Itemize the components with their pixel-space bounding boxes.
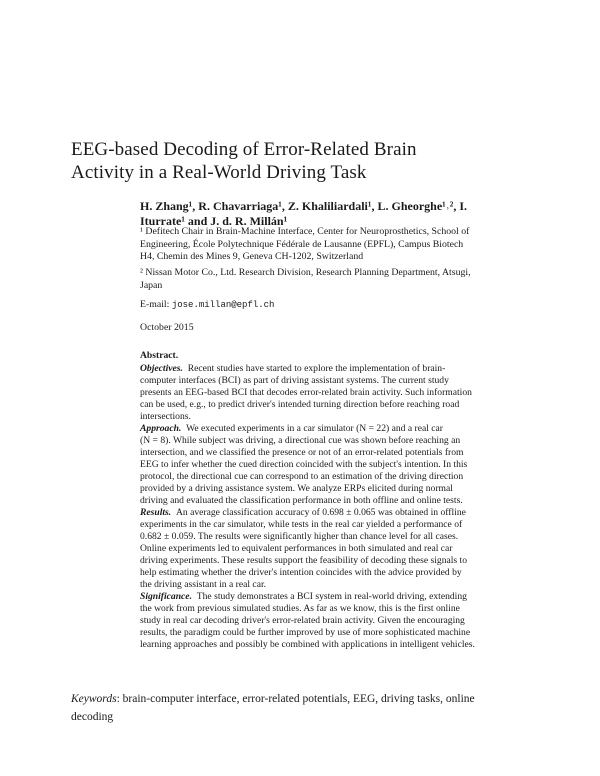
results-line: 0.682 ± 0.059. The results were significantly higher than chance level for all cases.	[140, 531, 459, 542]
objectives-label: Objectives.	[140, 363, 183, 374]
objectives-line: can be used, e.g., to predict driver's intended turning direction before reaching road	[140, 399, 460, 410]
email-label: E-mail:	[140, 299, 172, 310]
objectives-line: Recent studies have started to explore the implementation of brain-	[187, 363, 446, 374]
objectives-line: presents an EEG-based BCI that decodes error-related brain activity. Such information	[140, 387, 472, 398]
author-list	[140, 199, 520, 229]
abstract	[140, 350, 522, 651]
contact-email	[140, 299, 274, 310]
affiliation-2-line-2: Japan	[140, 279, 163, 291]
keywords-label: Keywords	[71, 693, 117, 705]
significance-line: study in real car decoding driver's error-related brain activity. Given the encouraging	[140, 615, 465, 626]
approach-line: provided by a driving assistance system. We analyze ERPs elicited during normal	[140, 483, 453, 494]
abstract-objectives	[140, 363, 522, 423]
approach-label: Approach.	[140, 423, 182, 434]
email-address[interactable]: jose.millan@epfl.ch	[171, 300, 275, 310]
results-line: driving experiments. These results support the feasibility of decoding these signals to	[140, 555, 468, 566]
affiliation-1-line-1: ¹ Defitech Chair in Brain-Machine Interface, Center for Neuroprosthetics, School of	[140, 226, 470, 237]
authors-line-2: Iturrate¹ and J. d. R. Millán¹	[140, 214, 288, 228]
objectives-line: intersections.	[140, 411, 191, 422]
abstract-approach	[140, 423, 522, 507]
affiliation-2	[140, 267, 520, 292]
approach-line: (N = 8). While subject was driving, a directional cue was shown before reaching an	[140, 435, 461, 446]
abstract-significance	[140, 591, 522, 651]
results-label: Results.	[140, 507, 172, 518]
significance-label: Significance.	[140, 591, 192, 602]
abstract-results	[140, 507, 522, 591]
results-line: help estimating whether the driver's intention coincides with the advice provided by	[140, 567, 462, 578]
approach-line: protocol, the directional cue can correspond to an estimation of the driving direction	[140, 471, 464, 482]
keywords-line-2: decoding	[71, 711, 114, 723]
approach-line: EEG to infer whether the cued direction coincided with the subject's intention. In this	[140, 459, 468, 470]
affiliation-1-line-3: H4, Chemin des Mines 9, Geneva CH-1202, Switzerland	[140, 251, 364, 263]
affiliation-1	[140, 226, 520, 264]
results-line: Online experiments led to equivalent performances in both simulated and real car	[140, 543, 453, 554]
title-line-1: EEG-based Decoding of Error-Related Brain	[71, 139, 417, 160]
objectives-line: computer interfaces (BCI) as part of driving assistant systems. The current study	[140, 375, 449, 386]
significance-line: learning approaches and possibly be combined with applications in intelligent vehicles.	[140, 639, 475, 650]
approach-line: We executed experiments in a car simulator (N = 22) and a real car	[186, 423, 443, 434]
keywords	[71, 690, 531, 726]
abstract-heading: Abstract.	[140, 350, 179, 361]
approach-line: intersection, and we classified the presence or not of an error-related potentials from	[140, 447, 464, 458]
affiliation-1-line-2: Engineering, École Polytechnique Fédérale de Lausanne (EPFL), Campus Biotech	[140, 238, 464, 250]
keywords-line-1: : brain-computer interface, error-related potentials, EEG, driving tasks, online	[116, 693, 475, 705]
significance-line: The study demonstrates a BCI system in real-world driving, extending	[196, 591, 467, 602]
publication-date: October 2015	[140, 322, 194, 333]
results-line: An average classification accuracy of 0.698 ± 0.065 was obtained in offline	[176, 507, 466, 518]
authors-line-1: H. Zhang¹, R. Chavarriaga¹, Z. Khaliliardali¹, L. Gheorghe¹˒², I.	[140, 199, 468, 213]
approach-line: driving and evaluated the classification performance in both offline and online tests.	[140, 495, 463, 506]
paper-title	[71, 138, 491, 184]
significance-line: results, the paradigm could be further improved by use of more sophisticated machine	[140, 627, 471, 638]
results-line: experiments in the car simulator, while tests in the real car yielded a performance of	[140, 519, 463, 530]
significance-line: the work from previous simulated studies. As far as we know, this is the first online	[140, 603, 460, 614]
results-line: the driving assistant in a real car.	[140, 579, 267, 590]
affiliation-2-line-1: ² Nissan Motor Co., Ltd. Research Division, Research Planning Department, Atsugi,	[140, 267, 471, 278]
title-line-2: Activity in a Real-World Driving Task	[71, 162, 367, 183]
